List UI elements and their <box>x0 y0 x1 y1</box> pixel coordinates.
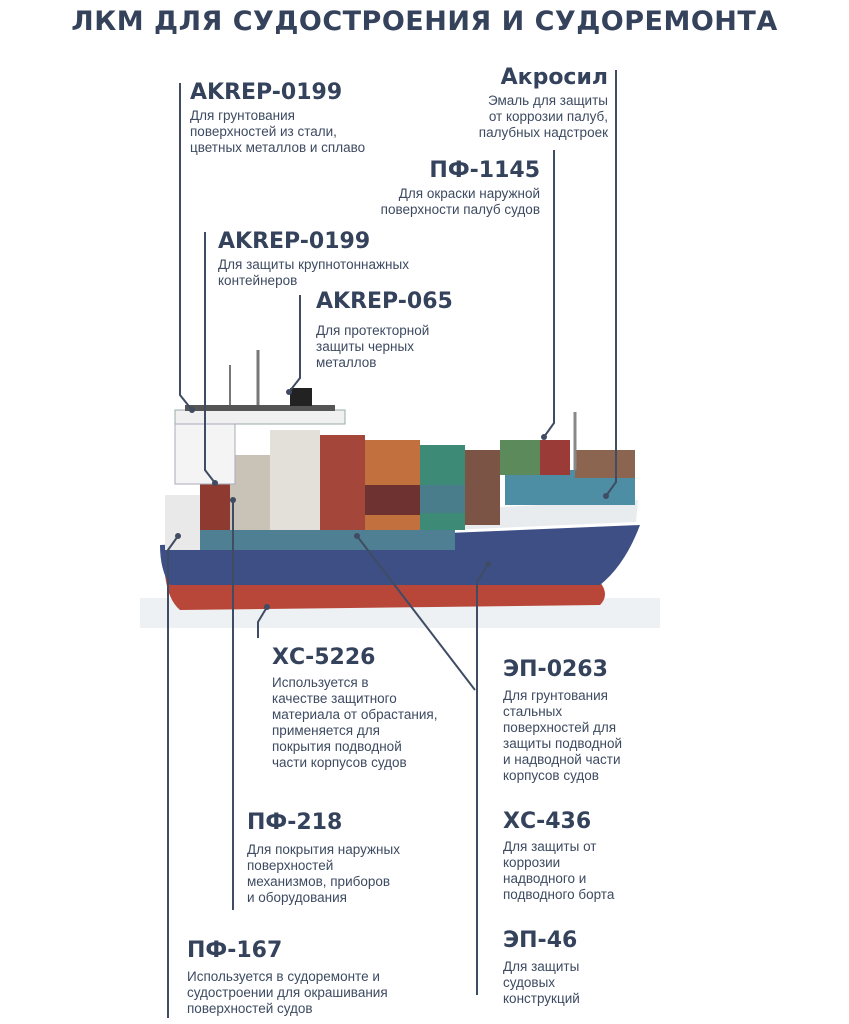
product-akrep-0199-containers: AKREP-0199 Для защиты крупнотоннажных контейнеров <box>218 229 409 288</box>
product-ep-46: ЭП-46 Для защиты судовых конструкций <box>503 928 580 1006</box>
product-pf-167: ПФ-167 Используется в судоремонте и судостроении для окрашивания поверхностей судов <box>187 938 388 1016</box>
product-akrep-065: AKREP-065 Для протекторной защиты черных металлов <box>316 289 453 370</box>
product-ep-0263: ЭП-0263 Для грунтования стальных поверхностей для защиты подводной и надводной части корпусов судов <box>503 657 622 783</box>
product-akrep-0199-primer: AKREP-0199 Для грунтования поверхностей из стали, цветных металлов и сплаво <box>190 80 366 155</box>
product-xs-5226: ХС-5226 Используется в качестве защитного материала от обрастания, применяется для покрытия подводной части корпусов судов <box>272 645 438 770</box>
product-pf-218: ПФ-218 Для покрытия наружных поверхностей механизмов, приборов и оборудования <box>247 810 400 905</box>
page-title: ЛКМ ДЛЯ СУДОСТРОЕНИЯ И СУДОРЕМОНТА <box>71 6 778 37</box>
product-akrosil: Акросил Эмаль для защиты от коррозии палуб, палубных надстроек <box>478 65 608 140</box>
product-xs-436: ХС-436 Для защиты от коррозии надводного и подводного борта <box>503 809 615 902</box>
product-pf-1145: ПФ-1145 Для окраски наружной поверхности палуб судов <box>380 158 540 217</box>
